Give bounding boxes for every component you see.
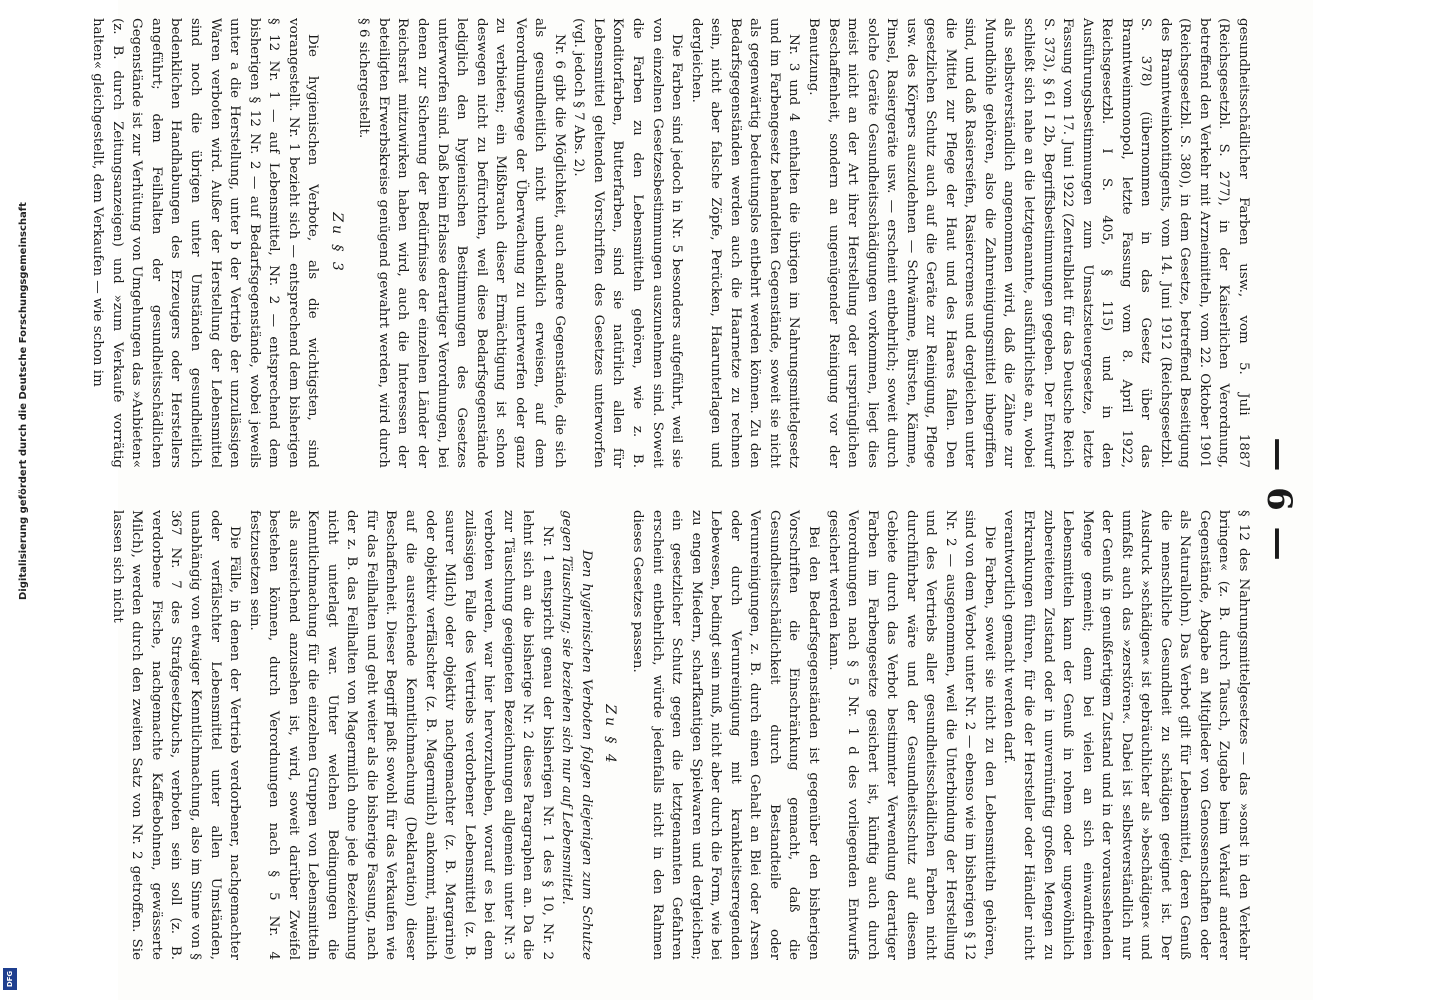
paragraph: Die Farben, soweit sie nicht zu den Lebensmitteln gehören, sind von dem Verbot unter Nr. 2 — ebenso wie im bisherigen § 12 Nr. 2 — ausgenommen, weil die Unterbindung der Herstellung und des Vertriebs aller gesundheitsschädlichen Farben nicht durchführbar wäre und der Gesundheitsschutz auf diesem Gebiete durch das Verbot bestimmter Verwendung derartiger Farben im Farbengesetze gesichert ist, künftig auch durch Verordnungen nach § 5 Nr. 1 d des vorliegenden Entwurfs gesichert werden kann. [825,510,997,960]
paragraph: Nr. 3 und 4 enthalten die übrigen im Nahrungsmittelgesetz und im Farbengesetz behandelten Gegenstände, soweit sie nicht als gegenwärtig bedeutungslos entbehrt werden können. Zu den Bedarfsgegenständen werden auch die Haarnetze zu rechnen sein, nicht aber falsche Zöpfe, Perücken, Haarunterlagen und dergleichen. [688,18,802,468]
section-heading-zu-4: Zu § 4 [602,704,619,766]
paragraph: Die Farben sind jedoch in Nr. 5 besonders aufgeführt, weil sie von einzelnen Gesetzesbestimmungen auszunehmen sind. Soweit die Farben zu den Lebensmitteln gehören, wie z. B. Konditorfarben, Butterfarben, sind sie natürlich allen für Lebensmittel geltenden Vorschriften des Gesetzes unterworfen (vgl. jedoch § 7 Abs. 2). [571,18,685,468]
right-column [109,510,1253,960]
section-intro: Den hygienischen Verboten folgen diejenigen zum Schutze gegen Täuschung; sie beziehen sich nur auf Lebensmittel. [559,510,594,960]
page-number: — 6 — [1259,437,1299,563]
paragraph: gesundheitsschädlicher Farben usw., vom 5. Juli 1887 (Reichsgesetzbl. S. 277), in der Kaiserlichen Verordnung, betreffend den Verkehr mit Arzneimitteln, vom 22. Oktober 1901 (Reichsgesetzbl. S. 380), in dem Gesetze, betreffend Beseitigung des Branntweinkontingents, vom 14. Juni 1912 (Reichsgesetzbl. S. 378) (übernommen in das Gesetz über das Branntweinmonopol, letzte Fassung vom 8. April 1922, Reichsgesetzbl. I S. 405, § 115) und in den Ausführungsbestimmungen zum Umsatzsteuergesetze, letzte Fassung vom 17. Juni 1922 (Zentralblatt für das Deutsche Reich S. 373), § 61 I 2b, Begriffsbestimmungen gegeben. Der Entwurf schließt sich nahe an die letztgenannte, ausführlichste an, wobei als selbstverständlich angenommen wird, daß die Zähne zur Mundhöhle gehören, also die Zahnreinigungsmittel inbegriffen sind, und daß Rasierseifen, Rasiercremes und dergleichen unter die Mittel zur Pflege der Haut und des Haares fallen. Den gesetzlichen Schutz auch auf die Geräte zur Reinigung, Pflege usw. des Körpers auszudehnen — Schwämme, Bürsten, Kämme, Pinsel, Rasiergeräte usw. — erscheint entbehrlich; soweit durch solche Geräte Gesundheitsschädigungen vorkommen, liegt dies meist nicht an der Art ihrer Herstellung oder ursprünglichen Beschaffenheit, sondern an ungenügender Reinigung vor der Benutzung. [805,18,1251,468]
digitization-credit [0,0,29,1000]
paragraph: Die Fälle, in denen der Vertrieb verdorbener, nachgemachter oder verfälschter Lebensmittel unter allen Umständen, unabhängig von etwaiger Kenntlichmachung, also im Sinne von § 367 Nr. 7 des Strafgesetzbuchs, verboten sein soll (z. B. verdorbene Fische, nachgemachte Kaffeebohnen, gewässerte Milch), werden durch den zweiten Satz von Nr. 2 getroffen. Sie lassen sich nicht [109,510,243,960]
paragraph: Bei den Bedarfsgegenständen ist gegenüber den bisherigen Vorschriften die Einschränkung gemacht, daß die Gesundheitsschädlichkeit durch Bestandteile oder Verunreinigungen, z. B. durch einen Gehalt an Blei oder Arsen oder durch Verunreinigung mit krankheitserregenden Lebewesen, bedingt sein muß, nicht aber durch die Form, wie bei zu engen Miedern, scharfkantigen Spielwaren und dergleichen; ein gesetzlicher Schutz gegen die letztgenannten Gefahren erscheint entbehrlich, würde jedenfalls nicht in den Rahmen dieses Gesetzes passen. [630,510,821,960]
dfg-logo-icon: DFG [3,968,17,990]
section-heading-zu-3: Zu § 3 [328,212,345,274]
paragraph: Nr. 6 gibt die Möglichkeit, auch andere Gegenstände, die sich als gesundheitlich nicht unbedenklich erweisen, auf dem Verordnungswege der Überwachung zu unterwerfen oder ganz zu verbieten; ein Mißbrauch dieser Ermächtigung ist schon deswegen nicht zu befürchten, weil diese Bedarfsgegenstände lediglich den hygienischen Bestimmungen des Gesetzes unterworfen sind. Daß beim Erlasse derartiger Verordnungen, bei denen zur Sicherung der Bedürfnisse der einzelnen Länder der Reichsrat mitzuwirken haben wird, auch die Interessen der beteiligten Erwerbskreise genügend gewahrt werden, wird durch § 6 sichergestellt. [356,18,567,468]
paragraph: § 12 des Nahrungsmittelgesetzes — das »sonst in den Verkehr bringen« (z. B. durch Tausch, Zugabe beim Verkauf anderer Gegenstände, Abgabe an Mitglieder von Genossenschaften oder als Naturallohn). Das Verbot gilt für Lebensmittel, deren Genuß die menschliche Gesundheit zu schädigen geeignet ist. Der Ausdruck »schädigen« ist gebräuchlicher als »beschädigen« und umfaßt auch das »zerstören«. Dabei ist selbstverständlich nur der Genuß in genußfertigem Zustand und in der voraussehenden Menge gemeint; denn bei vielen an sich einwandfreien Lebensmitteln kann der Genuß in rohem oder ungewöhnlich zubereitetem Zustand oder in unvernünftig großen Mengen zu Erkrankungen führen, für die der Hersteller oder Händler nicht verantwortlich gemacht werden darf. [1001,510,1251,960]
paragraph: Die hygienischen Verbote, als die wichtigsten, sind vorangestellt. Nr. 1 bezieht sich — entsprechend dem bisherigen § 12 Nr. 1 — auf Lebensmittel, Nr. 2 — entsprechend dem bisherigen § 12 Nr. 2 — auf Bedarfsgegenstände, wobei jeweils unter a die Herstellung, unter b der Vertrieb der unzulässigen Waren verboten wird. Außer der Herstellung der Lebensmittel sind noch die übrigen unter Umständen gesundheitlich bedenklichen Handhabungen des Erzeugers oder Herstellers angeführt; dem Feilhalten der gesundheitsschädlichen Gegenstände ist zur Verhütung von Umgehungen das »Anbieten« (z. B. durch Zeitungsanzeigen) und »zum Verkaufe vorrätig halten« gleichgestellt, dem Verkaufen — wie schon im [90,18,321,468]
scanned-page [90,0,1313,1000]
left-column [90,18,1253,468]
paragraph: Nr. 1 entspricht genau der bisherigen Nr. 1 des § 10, Nr. 2 lehnt sich an die bisherige Nr. 2 dieses Paragraphen an. Da die zur Täuschung geeigneten Bezeichnungen allgemein unter Nr. 3 verboten werden, war hier hervorzuheben, worauf es bei dem zulässigen Falle des Vertriebs verdorbener Lebensmittel (z. B. saurer Milch) oder objektiv nachgemachter (z. B. Margarine) oder objektiv verfälschter (z. B. Magermilch) ankommt, nämlich auf die ausreichende Kenntlichmachung (Deklaration) dieser Beschaffenheit. Dieser Begriff paßt sowohl für das Verkaufen wie für das Feilhalten und geht weiter als die bisherige Fassung, nach der z. B. das Feilhalten von Magermilch ohne jede Bezeichnung nicht unterlagt war. Unter welchen Bedingungen die Kenntlichmachung für die einzelnen Gruppen von Lebensmitteln als ausreichend anzusehen ist, wird, soweit darüber Zweifel bestehen können, durch Verordnungen nach § 5 Nr. 4 festzusetzen sein. [246,510,555,960]
credit-text: Digitalisierung gefördert durch die Deutsche Forschungsgemeinschaft [18,202,29,600]
